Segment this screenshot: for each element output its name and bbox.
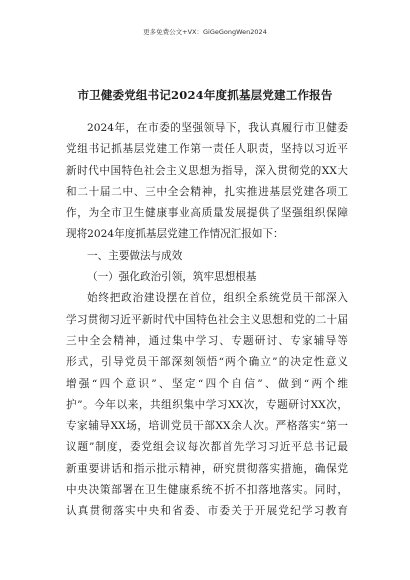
subsection-heading: （一）强化政治引领，筑牢思想根基 [87, 271, 257, 284]
paragraph-line: 新重要讲话和指示批示精神，研究贯彻落实措施，确保党 [66, 462, 348, 475]
paragraph-line: 作，为全市卫生健康事业高质量发展提供了坚强组织保障 [66, 207, 348, 220]
paragraph-line: 中央决策部署在卫生健康系统不折不扣落地落实。同时， [66, 484, 348, 497]
paragraph-line: 议题”制度，委党组会议每次都首先学习习近平总书记最 [66, 441, 348, 454]
document-body [66, 118, 348, 523]
paragraph-line: 和二十届二中、三中全会精神，扎实推进基层党建各项工 [66, 185, 348, 198]
paragraph-line: 专家辅导XX场，培训党员干部XX余人次。严格落实“第一 [66, 420, 348, 433]
paragraph-line: 形式，引导党员干部深刻领悟“两个确立”的决定性意义 [66, 356, 348, 369]
paragraph-line: 始终把政治建设摆在首位，组织全系统党员干部深入 [87, 292, 348, 305]
paragraph-line: 认真贯彻落实中央和省委、市委关于开展党纪学习教育 [66, 505, 348, 518]
paragraph-line: 2024年，在市委的坚强领导下，我认真履行市卫健委 [87, 122, 348, 134]
section-heading: 一、主要做法与成效 [87, 249, 183, 262]
document-title: 市卫健委党组书记2024年度抓基层党建工作报告 [77, 88, 333, 102]
paragraph-line: 现将2024年度抓基层党建工作情况汇报如下： [66, 228, 284, 241]
paragraph-line: 护”。今年以来，共组织集中学习XX次，专题研讨XX次， [66, 398, 348, 411]
paragraph-line: 学习贯彻习近平新时代中国特色社会主义思想和党的二十届 [66, 313, 348, 326]
paragraph-line: 党组书记抓基层党建工作第一责任人职责，坚持以习近平 [66, 143, 348, 156]
header-note: 更多免费公文+VX：GiGeGongWen2024 [143, 28, 267, 36]
paragraph-line: 三中全会精神，通过集中学习、专题研讨、专家辅导等 [66, 334, 348, 347]
paragraph-line: 增强“四个意识”、坚定“四个自信”、做到“两个维 [66, 377, 348, 390]
paragraph-line: 新时代中国特色社会主义思想为指导，深入贯彻党的XX大 [66, 164, 348, 177]
